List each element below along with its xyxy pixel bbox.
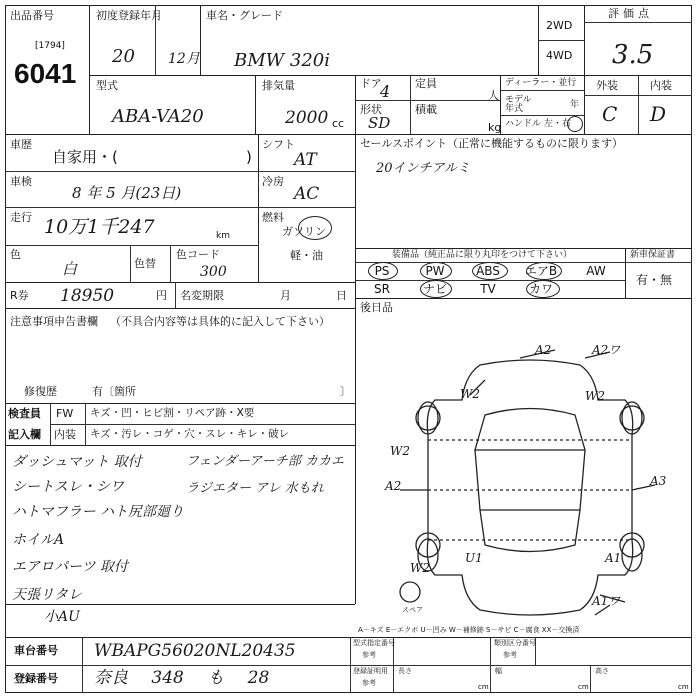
length-unit: cm: [478, 683, 489, 691]
lot-label: 出品番号: [10, 9, 54, 22]
divider: [538, 40, 584, 41]
damage-mark: W2: [585, 389, 605, 403]
equip-navi-circle: [420, 280, 452, 298]
divider: [490, 665, 491, 693]
load-unit: kg: [488, 121, 502, 134]
divider: [350, 665, 692, 666]
color-code-label: 色コード: [176, 248, 220, 261]
cert-sub: 参考: [362, 679, 376, 687]
equip-pw: PW: [425, 264, 445, 278]
width-unit: cm: [578, 683, 589, 691]
shape-value: SD: [368, 114, 391, 132]
divider: [5, 445, 355, 446]
displacement-unit: cc: [332, 117, 345, 130]
height-unit: cm: [678, 683, 689, 691]
equip-aw: AW: [586, 264, 606, 278]
divider: [130, 245, 131, 282]
chassis-value: WBAPG56020NL20435: [94, 641, 296, 661]
equip-tv: TV: [480, 282, 496, 296]
remark-item: ダッシュマット 取付: [12, 454, 142, 470]
displacement-value: 2000: [285, 108, 329, 128]
divider: [175, 282, 176, 308]
chassis-label: 車台番号: [14, 644, 58, 657]
color-code-value: 300: [200, 264, 227, 280]
ac-label: 冷房: [262, 175, 284, 188]
divider: [82, 637, 83, 693]
shape-label: 形状: [360, 103, 382, 116]
remark-item: ホイルA: [12, 532, 65, 548]
repair-value: 有〔箇所: [92, 385, 136, 398]
divider: [5, 308, 355, 309]
divider: [5, 171, 355, 172]
exterior-value: C: [602, 102, 618, 126]
insurance-label: 新車保証書: [630, 250, 676, 260]
damage-mark: U1: [465, 551, 483, 565]
door-value: 4: [380, 82, 391, 101]
divider: [5, 282, 355, 283]
damage-mark: A2: [385, 479, 402, 493]
fw-label: FW: [56, 407, 74, 420]
divider: [355, 134, 356, 604]
model-year-unit: 年: [570, 100, 580, 110]
mileage-unit: km: [216, 231, 230, 241]
remark-item: 小AU: [44, 609, 80, 625]
load-label: 積載: [415, 103, 437, 116]
history-close: ): [246, 148, 252, 166]
equip-sr: SR: [374, 282, 390, 296]
fuel-label: 燃料: [262, 211, 284, 224]
equip-navi: ナビ: [422, 282, 447, 296]
width-label: 幅: [495, 667, 502, 675]
class-sub: 参考: [503, 651, 517, 659]
score-label: 評価点: [608, 7, 653, 20]
notes-sub: （不具合内容等は具体的に記入して下さい）: [110, 315, 330, 328]
recycle-unit: 円: [156, 289, 167, 302]
damage-mark: A2ワ: [592, 343, 621, 357]
color-label: 色: [10, 248, 21, 261]
lot-sub: [1794]: [35, 41, 65, 51]
divider: [355, 262, 692, 263]
aftermarket-label: 後日品: [360, 301, 393, 314]
repair-label: 修復歴: [24, 385, 57, 398]
damage-mark: A2: [535, 343, 552, 357]
inspection-value: 8 年 5 月(23日): [72, 184, 182, 202]
equip-airbag: エアB: [524, 264, 558, 278]
model-value: ABA-VA20: [112, 106, 204, 127]
divider: [355, 298, 692, 299]
equip-leather: カワ: [528, 282, 553, 296]
equip-airbag-circle: [526, 262, 562, 280]
dealer-label: ディーラー・並行: [505, 78, 577, 88]
reg-value: 奈良 348 も 28: [94, 668, 270, 688]
divider: [85, 403, 86, 445]
class-label: 類別区分番号: [494, 639, 536, 647]
remark-right-item: フェンダーアーチ部 カカエ: [186, 454, 344, 469]
divider: [89, 5, 90, 134]
mileage-value: 10万1千247: [44, 216, 155, 238]
insurance-value: 有・無: [636, 273, 673, 287]
first-reg-month: 12月: [168, 51, 200, 67]
interior-label: 内装: [650, 79, 672, 92]
equip-pw-circle: [420, 262, 452, 280]
equip-abs: ABS: [476, 264, 500, 278]
divider: [258, 134, 259, 282]
fw-value: キズ・凹・ヒビ割・リペア跡・X要: [90, 407, 255, 419]
remark-item: ハトマフラー ハト尻部廻り: [12, 504, 184, 520]
car-diagram: [370, 340, 690, 630]
first-reg-year: 20: [112, 46, 135, 67]
divider: [5, 637, 692, 638]
divider: [590, 665, 591, 693]
sales-value: 20インチアルミ: [376, 161, 471, 176]
exterior-label: 外装: [596, 79, 618, 92]
fuel-gasoline-circle: [298, 216, 332, 240]
name-change-month: 月: [280, 289, 291, 302]
divider: [5, 134, 692, 135]
divider: [500, 90, 584, 91]
ac-value: AC: [294, 184, 320, 204]
damage-mark: A1ワ: [592, 594, 621, 608]
notes-label: 注意事項申告書欄: [10, 315, 98, 328]
equip-abs-circle: [472, 262, 508, 280]
interior-value: D: [650, 102, 667, 126]
capacity-label: 定員: [415, 77, 437, 90]
equip-leather-circle: [526, 280, 560, 298]
handle-right-circle: [567, 116, 583, 132]
divider: [638, 75, 639, 134]
name-grade-value: BMW 320i: [234, 50, 330, 71]
damage-legend: A－キズ E－エクボ U－凹み W－補修跡 S－サビ C－腐食 XX－交換済: [358, 626, 580, 634]
displacement-label: 排気量: [262, 79, 295, 92]
capacity-unit: 人: [488, 89, 499, 102]
first-reg-label: 初度登録年月: [96, 9, 162, 22]
remark-item: 天張リタレ: [12, 587, 82, 603]
damage-mark: W2: [410, 561, 430, 575]
damage-mark: W2: [390, 444, 410, 458]
name-change-day: 日: [336, 289, 347, 302]
shift-value: AT: [294, 150, 317, 170]
divider: [89, 75, 692, 76]
divider: [490, 637, 491, 665]
divider: [355, 75, 356, 134]
divider: [5, 665, 350, 666]
divider: [170, 245, 171, 282]
lot-number: 6041: [14, 58, 77, 89]
int-value: キズ・汚レ・コゲ・穴・スレ・キレ・破レ: [90, 428, 290, 440]
divider: [355, 280, 625, 281]
divider: [255, 75, 256, 134]
remark-item: エアロパーツ 取付: [12, 559, 128, 575]
equip-ps: PS: [374, 264, 390, 278]
equipment-label: 装備品（純正品に限り丸印をつけて下さい）: [392, 250, 573, 260]
cert-label: 登録証明用: [353, 667, 388, 675]
model-label: 型式: [96, 79, 118, 92]
model-year-label: モデル年式: [505, 95, 532, 114]
approval-sub: 参考: [362, 651, 376, 659]
drive-2wd: 2WD: [546, 19, 573, 32]
remark-right-item: ラジエター アレ 水もれ: [186, 481, 324, 496]
recycle-label: R券: [10, 289, 29, 302]
name-change-label: 名変期限: [180, 289, 224, 302]
mileage-label: 走行: [10, 211, 32, 224]
history-value: 自家用・(: [52, 148, 118, 166]
history-label: 車歴: [10, 138, 32, 151]
fuel-light-oil: 軽・油: [290, 249, 323, 262]
handle-label: ハンドル 左・右: [505, 119, 571, 129]
repair-close: 〕: [340, 385, 351, 398]
int-label: 内装: [54, 428, 76, 441]
fuel-gasoline: ガソリン: [282, 225, 326, 238]
spare-label: スペア: [402, 606, 423, 614]
divider: [355, 248, 692, 249]
sales-label: セールスポイント（正常に機能するものに限ります）: [360, 137, 624, 150]
divider: [50, 424, 355, 425]
inspection-label: 車検: [10, 175, 32, 188]
score-value: 3.5: [612, 40, 654, 70]
damage-mark: W2: [460, 387, 480, 401]
door-label: ドア: [360, 77, 382, 90]
drive-4wd: 4WD: [546, 49, 573, 62]
divider: [584, 22, 692, 23]
reg-label: 登録番号: [14, 672, 58, 685]
divider: [5, 604, 355, 605]
divider: [200, 5, 201, 75]
inspector-label-1: 検査員: [8, 407, 41, 420]
repaint-label: 色替: [134, 257, 156, 270]
recycle-value: 18950: [60, 286, 115, 306]
divider: [584, 5, 585, 134]
remark-item: シートスレ・シワ: [12, 479, 124, 495]
divider: [5, 403, 355, 404]
length-label: 長さ: [398, 667, 412, 675]
inspector-label-2: 記入欄: [8, 428, 41, 441]
name-grade-label: 車名・グレード: [206, 9, 283, 22]
divider: [5, 207, 355, 208]
divider: [355, 100, 500, 101]
approval-label: 型式指定番号: [353, 639, 395, 647]
shift-label: シフト: [262, 138, 295, 151]
height-label: 高さ: [595, 667, 609, 675]
divider: [5, 245, 258, 246]
equip-ps-circle: [368, 262, 398, 280]
color-value: 白: [62, 260, 78, 278]
divider: [410, 75, 411, 134]
damage-mark: A1: [605, 551, 622, 565]
damage-mark: A3: [650, 474, 667, 488]
divider: [625, 248, 626, 298]
